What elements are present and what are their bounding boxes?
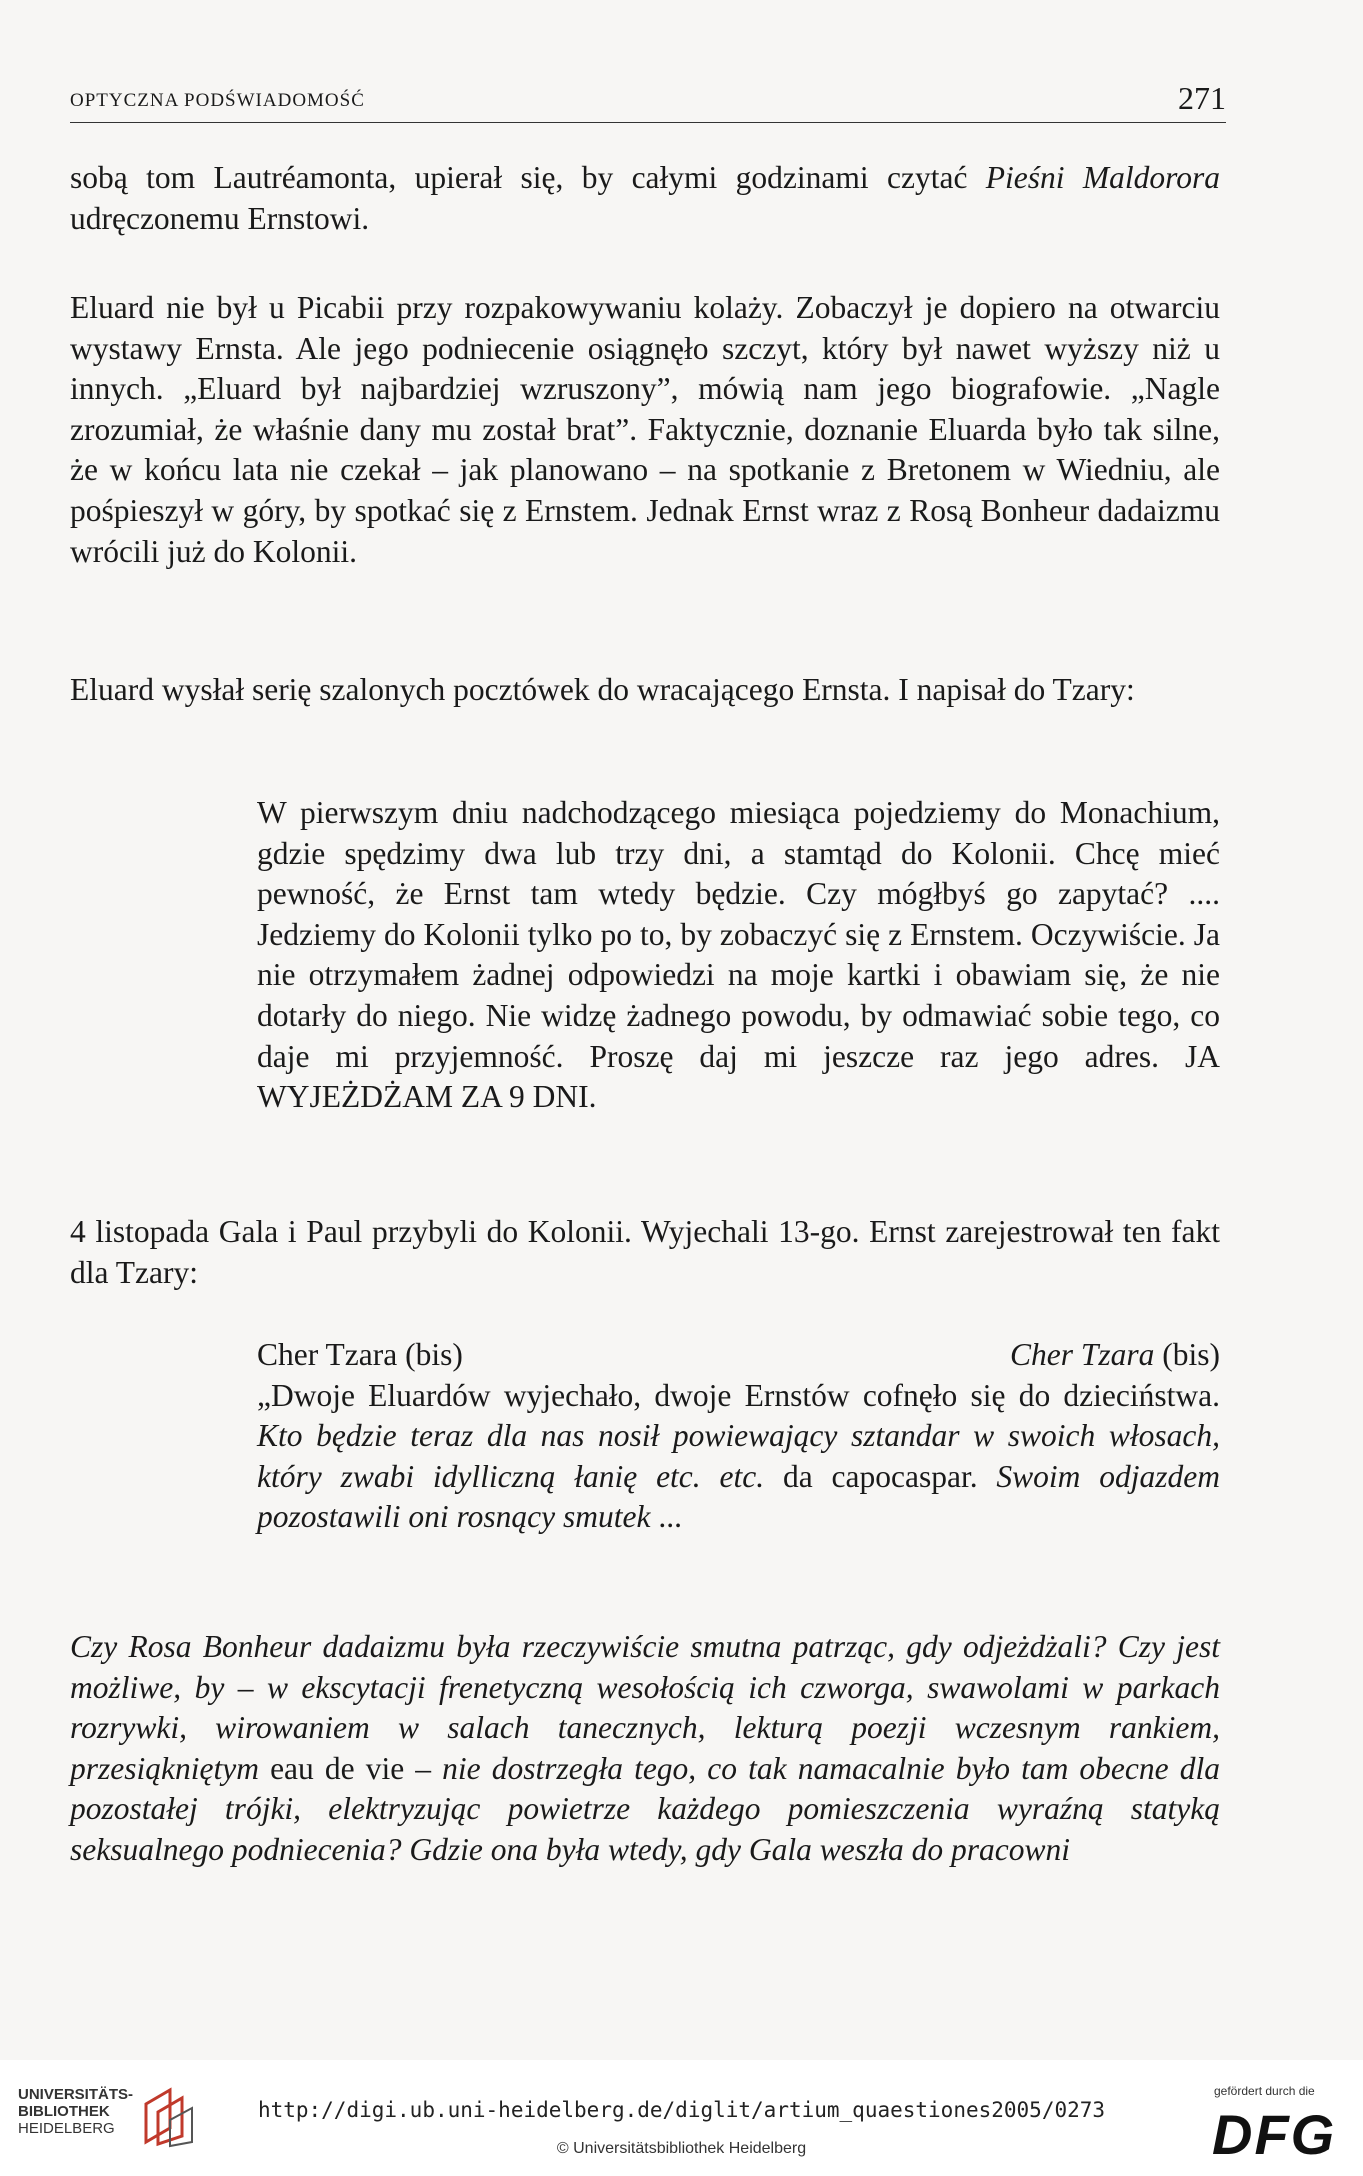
letter-text-a: „Dwoje Eluardów wyjechało, dwoje Ernstów cofnęło się do dzieciństwa. xyxy=(257,1377,1220,1413)
salutation-right-plain: (bis) xyxy=(1154,1337,1220,1372)
paragraph-4: 4 listopada Gala i Paul przybyli do Kolonii. Wyjechali 13-go. Ernst zarejestrował ten fakt dla Tzary: xyxy=(70,1214,1220,1290)
letter-text-b: Kto będzie teraz dla nas nosił powiewający sztandar w swoich włosach, który zwabi idylliczną łanię etc. etc. xyxy=(257,1418,1220,1494)
block-quote-eluard-letter: W pierwszym dniu nadchodzącego miesiąca pojedziemy do Monachium, gdzie spędzimy dwa lub trzy dni, a stamtąd do Kolonii. Chcę mieć pewność, że Ernst tam wtedy będzie. Czy mógłbyś go zapytać? .... Jedziemy do Kolonii tylko po to, by zobaczyć się z Ernstem. Oczywiście. Ja nie otrzymałem żadnej odpowiedzi na moje kartki i obawiam się, że nie dotarły do niego. Nie widzę żadnego powodu, by odmawiać sobie tego, co daje mi przyjemność. Proszę daj mi jeszcze raz jego adres. JA WYJEŻDŻAM ZA 9 DNI. xyxy=(257,795,1220,1115)
library-name-line-1: UNIVERSITÄTS- xyxy=(18,2086,134,2103)
paragraph-1-text-a: sobą tom Lautréamonta, upierał się, by całymi godzinami czytać xyxy=(70,160,986,195)
letter-salutation-line xyxy=(257,1335,1220,1376)
salutation-right-italic: Cher Tzara xyxy=(1009,1337,1155,1372)
running-header xyxy=(70,80,1226,123)
dfg-logo: DFG xyxy=(1212,2103,1337,2166)
salutation-right xyxy=(1010,1335,1220,1376)
library-name-line-2: BIBLIOTHEK xyxy=(18,2103,110,2120)
block-quote-ernst-letter xyxy=(257,1335,1220,1538)
page-number: 271 xyxy=(1178,80,1226,116)
paragraph-5-text-c: – nie dostrzegła tego, co tak namacalnie było tam obecne dla pozostałej trójki, elektryzując powietrze każdego pomieszczenia wyraźną statyką seksualnego podniecenia? Gdzie ona była wtedy, gdy Gala weszła do pracowni xyxy=(70,1750,1220,1867)
letter-text-e: ... xyxy=(650,1499,682,1535)
permalink-url[interactable]: http://digi.ub.uni-heidelberg.de/diglit/artium_quaestiones2005/0273 xyxy=(257,2098,1106,2122)
paragraph-1 xyxy=(70,158,1220,239)
funding-note: gefördert durch die xyxy=(1214,2084,1315,2098)
letter-text-c: da capocaspar. xyxy=(764,1458,997,1494)
letter-body xyxy=(257,1376,1220,1538)
paragraph-5-text-b: eau de vie xyxy=(270,1750,405,1786)
book-title-maldoror: Pieśni Maldorora xyxy=(985,160,1220,195)
library-name-line-3: HEIDELBERG xyxy=(18,2120,115,2137)
running-title: OPTYCZNA PODŚWIADOMOŚĆ xyxy=(70,90,365,111)
letter-text-d: Swoim odjazdem pozostawili oni rosnący smutek xyxy=(257,1458,1221,1535)
paragraph-1-text-c: udręczonemu Ernstowi. xyxy=(70,200,370,236)
salutation-left: Cher Tzara (bis) xyxy=(257,1337,463,1372)
copyright-notice: © Universitätsbibliothek Heidelberg xyxy=(556,2140,807,2157)
paragraph-5-text-a: Czy Rosa Bonheur dadaizmu była rzeczywiście smutna patrząc, gdy odjeżdżali? Czy jest możliwe, by – w ekscytacji frenetyczną wesołością ich czworga, swawolami w parkach rozrywki, wirowaniem w salach tanecznych, lekturą poezji wczesnym rankiem, przesiąkniętym xyxy=(70,1629,1220,1786)
paragraph-3: Eluard wysłał serię szalonych pocztówek do wracającego Ernsta. I napisał do Tzary: xyxy=(70,672,1135,707)
paragraph-5 xyxy=(70,1627,1220,1871)
paragraph-2: Eluard nie był u Picabii przy rozpakowywaniu kolaży. Zobaczył je dopiero na otwarciu wystawy Ernsta. Ale jego podniecenie osiągnęło szczyt, który był nawet wyższy niż u innych. „Eluard był najbardziej wzruszony”, mówią nam jego biografowie. „Nagle zrozumiał, że właśnie dany mu został brat”. Faktycznie, doznanie Eluarda było tak silne, że w końcu lata nie czekał – jak planowano – na spotkanie z Bretonem w Wiedniu, ale pośpieszył w góry, by spotkać się z Ernstem. Jednak Ernst wraz z Rosą Bonheur dadaizmu wrócili już do Kolonii. xyxy=(70,290,1220,569)
